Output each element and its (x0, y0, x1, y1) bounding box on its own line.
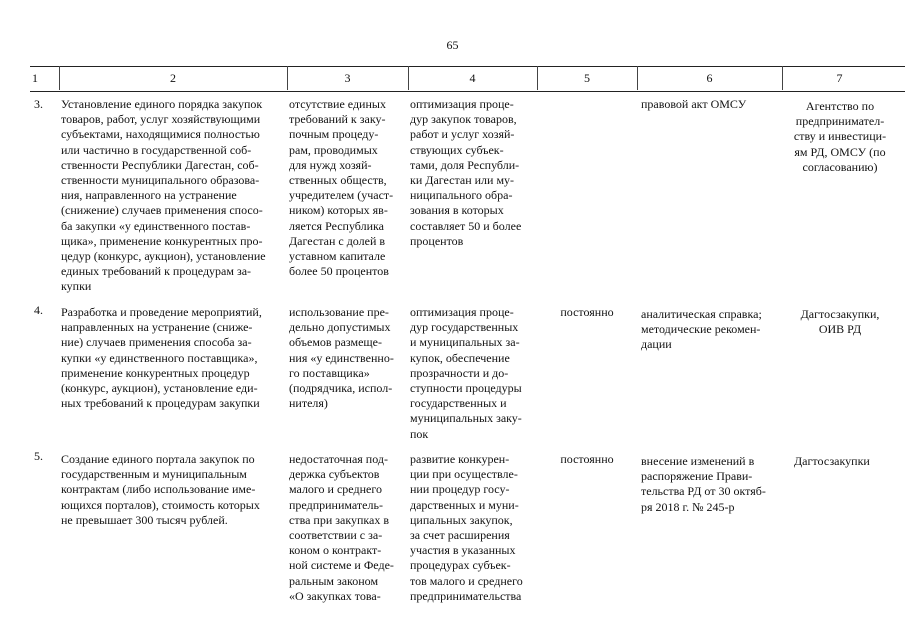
problem-cell: использование пре- дельно допустимых объемов размеще- ния «у единственно- го поставщика» (подрядчика, испол- нителя) (289, 305, 394, 411)
measure-cell: Установление единого порядка закупок товаров, работ, услуг хозяйствующими субъектами, находящимися полностью или частично в государственной соб- ственности Республики Дагестан, соб- ственности муниципального образова- ния, направленного на устранение (снижение) случаев применения спосо- ба закупки «у единственного постав- щика», применение конкурентных про- цедур (конкурс, аукцион), установление единых требований к процедурам за- купки (61, 97, 266, 294)
document-cell: аналитическая справка; методические рекомен- дации (641, 307, 762, 352)
document-cell: внесение изменений в распоряжение Прави- тельства РД от 30 октяб- ря 2018 г. № 245-р (641, 454, 766, 514)
header-col-5: 5 (584, 71, 590, 85)
row-number: 3. (34, 97, 43, 111)
measure-cell: Создание единого портала закупок по государственным и муниципальным контрактам (либо использование име- ющихся порталов), стоимость которых не превышает 300 тысяч рублей. (61, 452, 260, 527)
executor-cell: Агентство по предпринимател- ству и инвестици- ям РД, ОМСУ (по согласованию) (793, 99, 887, 174)
executor-cell: Дагтосзакупки (794, 454, 870, 468)
row-number: 5. (34, 449, 43, 463)
header-col-4: 4 (469, 71, 476, 85)
result-cell: развитие конкурен- ции при осуществле- нии процедур госу- дарственных и муни- ципальных закупок, за счет расширения участия в указанных процедурах субъек- тов малого и среднего предпринимательства (410, 452, 523, 603)
problem-cell: недостаточная под- держка субъектов малого и среднего предприниматель- ства при закупках в соответствии с за- коном о контракт- ной системе и Феде- ральным законом «О закупках това- (289, 452, 394, 603)
deadline-cell: постоянно (560, 452, 614, 466)
deadline-cell: постоянно (560, 305, 614, 319)
problem-cell: отсутствие единых требований к заку- почным процеду- рам, проводимых для нужд хозяй- ственных обществ, учредителем (участ- ником) которых яв- ляется Республика Дагестан с долей в уставном капитале более 50 процентов (289, 97, 394, 279)
document-cell: правовой акт ОМСУ (641, 97, 747, 111)
executor-cell: Дагтосзакупки, ОИВ РД (800, 307, 880, 337)
header-col-7: 7 (836, 71, 843, 85)
header-col-1: 1 (32, 71, 38, 85)
measure-cell: Разработка и проведение мероприятий, направленных на устранение (сниже- ние) случаев применения способа за- купки «у единственного поставщика», применение конкурентных процедур (конкурс, аукцион), установление еди- ных требований к процедурам закупки (61, 305, 262, 411)
page-number: 65 (446, 38, 459, 52)
result-cell: оптимизация проце- дур государственных и муниципальных за- купок, обеспечение прозрачности и до- ступности процедуры государственных и муниципальных заку- пок (410, 305, 522, 441)
row-number: 4. (34, 303, 43, 317)
header-col-6: 6 (706, 71, 713, 85)
header-col-2: 2 (170, 71, 176, 85)
result-cell: оптимизация проце- дур закупок товаров, работ и услуг хозяй- ствующих субъек- тами, доля Республи- ки Дагестан или му- ниципального обра- зования в которых составляет 50 и более процентов (410, 97, 522, 248)
header-col-3: 3 (344, 71, 351, 85)
